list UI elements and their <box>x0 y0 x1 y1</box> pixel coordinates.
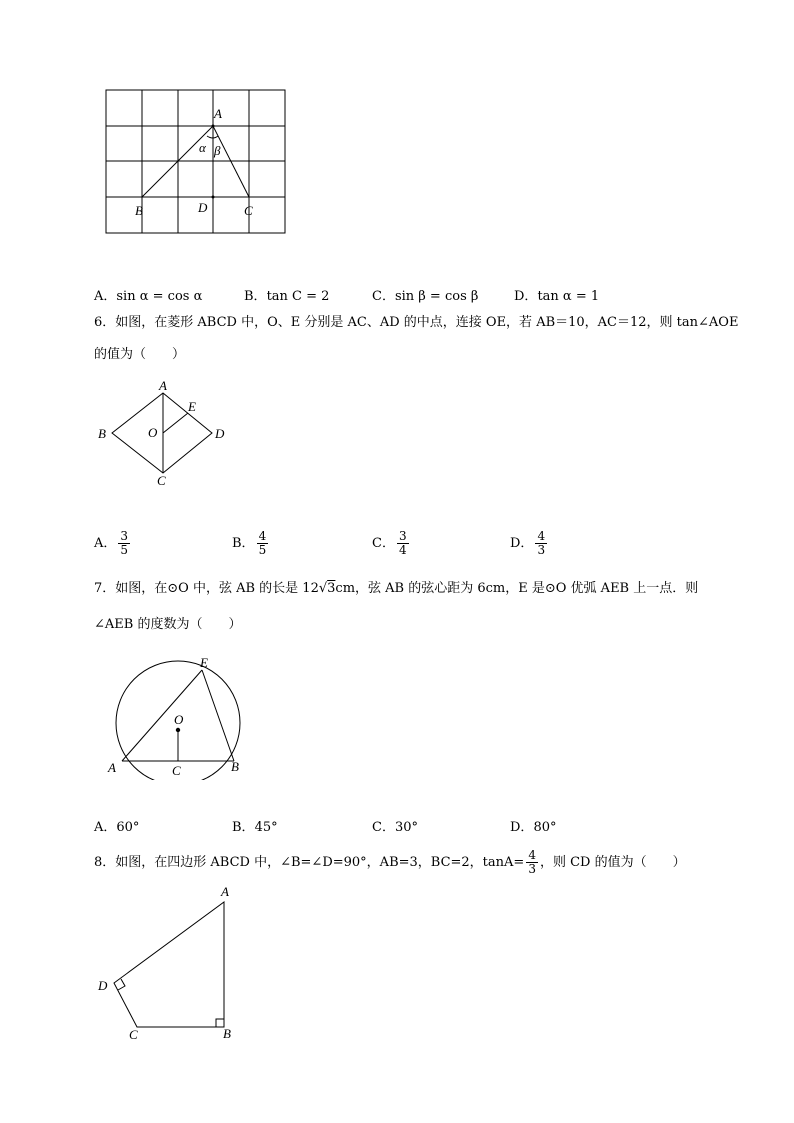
q7-label-O: O <box>174 712 184 727</box>
q6-label-A: A <box>159 378 167 393</box>
q5-label-alpha: α <box>199 140 206 155</box>
sqrt-icon: √ <box>318 581 328 596</box>
q7-question-line2: ∠AEB 的度数为（ ） <box>94 617 242 632</box>
q8-label-C: C <box>129 1027 138 1042</box>
q8-question-line: 8．如图，在四边形 ABCD 中，∠B=∠D=90°，AB=3，BC=2，tanA= $\frac{4}{3}$ ，则 CD 的值为（ ） <box>94 848 686 876</box>
q6-option-d-fraction: $\frac{4}{3}$ <box>537 529 546 557</box>
q7-option-a[interactable]: A．60° <box>94 820 140 835</box>
q6-option-a[interactable]: A． $\frac{3}{5}$ <box>94 529 129 557</box>
q5-option-d[interactable]: D．tan α = 1 <box>514 289 600 304</box>
q6-option-d[interactable]: D． $\frac{4}{3}$ <box>510 529 546 557</box>
q5-option-a[interactable]: A．sin α = cos α <box>94 289 203 304</box>
q6-option-b-fraction: $\frac{4}{5}$ <box>258 529 267 557</box>
q7-label-E: E <box>200 655 208 670</box>
q8-quadrilateral-figure <box>92 880 247 1045</box>
q5-label-beta: β <box>214 143 221 158</box>
q6-label-E: E <box>188 399 196 414</box>
q8-tan-fraction: $\frac{4}{3}$ <box>528 848 536 876</box>
q6-question-line1: 6．如图，在菱形 ABCD 中，O、E 分别是 AC、AD 的中点，连接 OE，若 AB＝10，AC＝12，则 tan∠AOE <box>94 315 739 330</box>
q6-option-c-fraction: $\frac{3}{4}$ <box>398 529 407 557</box>
q7-option-c[interactable]: C．30° <box>372 820 418 835</box>
q5-label-A: A <box>214 106 222 121</box>
q6-label-B: B <box>98 426 106 441</box>
q6-question-line2: 的值为（ ） <box>94 347 186 362</box>
q5-label-C: C <box>244 203 253 218</box>
q7-circle-figure <box>104 652 254 780</box>
q6-option-b[interactable]: B． $\frac{4}{5}$ <box>232 529 267 557</box>
q7-label-B: B <box>231 759 239 774</box>
q7-label-A: A <box>108 760 116 775</box>
q8-label-D: D <box>98 978 108 993</box>
q5-grid-figure <box>100 85 295 240</box>
q5-label-D: D <box>198 200 208 215</box>
q6-label-C: C <box>157 473 166 488</box>
q7-option-b[interactable]: B．45° <box>232 820 278 835</box>
q8-label-A: A <box>221 884 229 899</box>
q8-label-B: B <box>223 1026 231 1041</box>
q6-label-D: D <box>215 426 225 441</box>
q5-option-b[interactable]: B．tan C = 2 <box>244 289 330 304</box>
q7-option-d[interactable]: D．80° <box>510 820 557 835</box>
q7-label-C: C <box>172 763 181 778</box>
q5-label-B: B <box>135 203 143 218</box>
q6-label-O: O <box>148 425 158 440</box>
q6-option-c[interactable]: C． $\frac{3}{4}$ <box>372 529 407 557</box>
q5-option-c[interactable]: C．sin β = cos β <box>372 289 479 304</box>
q6-rhombus-figure <box>92 378 237 490</box>
q7-question-line1: 7．如图，在⊙O 中，弦 AB 的长是 12√3cm，弦 AB 的弦心距为 6cm，E 是⊙O 优弧 AEB 上一点．则 <box>94 581 699 596</box>
q6-option-a-fraction: $\frac{3}{5}$ <box>120 529 129 557</box>
